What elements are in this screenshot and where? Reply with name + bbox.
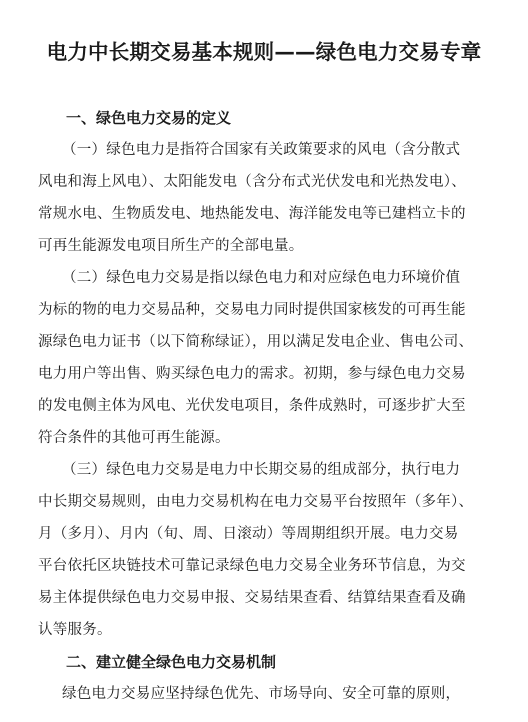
text-line: 符合条件的其他可再生能源。 (38, 430, 230, 446)
document-title: 电力中长期交易基本规则——绿色电力交易专章 (46, 40, 482, 64)
text-line: 易主体提供绿色电力交易申报、交易结果查看、结算结果查看及确 (38, 590, 466, 606)
text-line: 的发电侧主体为风电、光伏发电项目，条件成熟时，可逐步扩大至 (38, 398, 466, 414)
text-line: 平台依托区块链技术可靠记录绿色电力交易全业务环节信息，为交 (38, 558, 466, 574)
section-1-heading: 一、绿色电力交易的定义 (66, 109, 232, 127)
text-line: （三）绿色电力交易是电力中长期交易的组成部分，执行电力 (62, 462, 461, 478)
text-line: 绿色电力交易应坚持绿色优先、市场导向、安全可靠的原则， (62, 686, 461, 702)
text-line: （二）绿色电力交易是指以绿色电力和对应绿色电力环境价值 (62, 270, 461, 286)
text-line: 风电和海上风电）、太阳能发电（含分布式光伏发电和光热发电）、 (38, 174, 466, 190)
text-line: （一）绿色电力是指符合国家有关政策要求的风电（含分散式 (62, 142, 461, 158)
text-line: 电力用户等出售、购买绿色电力的需求。初期，参与绿色电力交易 (38, 366, 466, 382)
text-line: 中长期交易规则，由电力交易机构在电力交易平台按照年（多年）、 (38, 494, 474, 510)
text-line: 为标的物的电力交易品种，交易电力同时提供国家核发的可再生能 (38, 302, 466, 318)
text-line: 认等服务。 (38, 622, 112, 638)
text-line: 源绿色电力证书（以下简称绿证），用以满足发电企业、售电公司、 (38, 334, 474, 350)
section-2-heading: 二、建立健全绿色电力交易机制 (66, 653, 277, 671)
text-line: 月（多月）、月内（旬、周、日滚动）等周期组织开展。电力交易 (38, 526, 459, 542)
text-line: 可再生能源发电项目所生产的全部电量。 (38, 238, 304, 254)
text-line: 常规水电、生物质发电、地热能发电、海洋能发电等已建档立卡的 (38, 206, 466, 222)
